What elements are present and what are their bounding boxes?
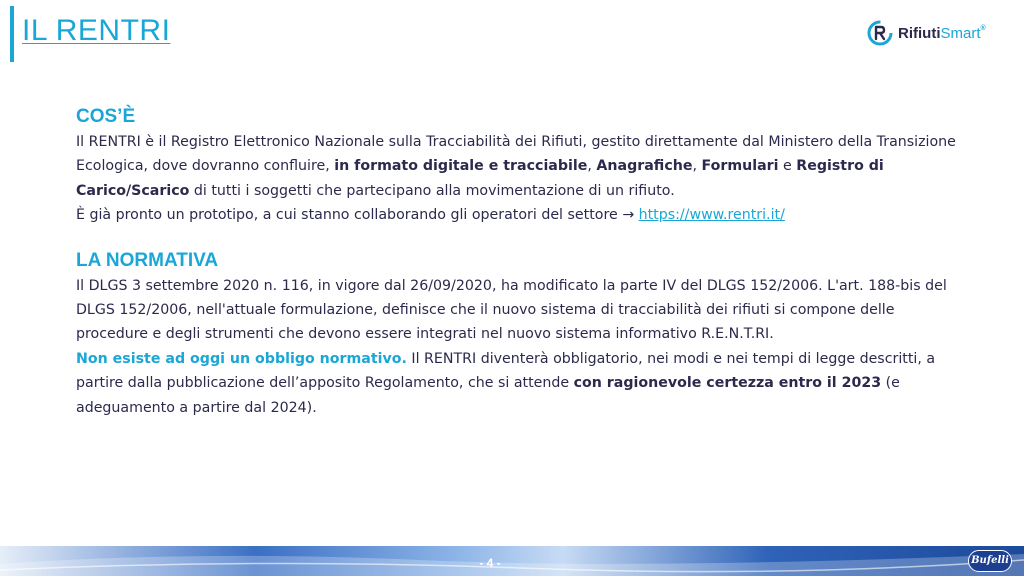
text-span: , — [587, 158, 597, 175]
section-spacer — [76, 228, 956, 248]
section-normativa-paragraph-2 — [76, 347, 956, 420]
section-normativa-paragraph-1: Il DLGS 3 settembre 2020 n. 116, in vigore dal 26/09/2020, ha modificato la parte IV del DLGS 152/2006. L'art. 188-bis del DLGS 152/2006, nell'attuale formulazione, definisce che il nuovo sistema di tracciabilità dei rifiuti si compone delle procedure e degli strumenti che devono essere integrati nel nuovo sistema informativo R.E.N.T.RI. — [76, 277, 947, 343]
text-span: È già pronto un prototipo, a cui stanno collaborando gli operatori del settore — [76, 207, 623, 224]
section-cose-paragraph — [76, 130, 956, 228]
text-span: Il RENTRI diventerà obbligatorio, nei modi e nei tempi di legge descritti, a partire dalla pubblicazione dell’apposito Regolamento, che si attende — [76, 350, 936, 392]
rentri-link[interactable]: https://www.rentri.it/ — [638, 207, 785, 224]
footer-band — [0, 546, 1024, 576]
accent-bold-text: Non esiste ad oggi un obbligo normativo. — [76, 350, 407, 367]
text-span: di tutti i soggetti che partecipano alla movimentazione di un rifiuto. — [189, 182, 675, 199]
section-heading-normativa: LA NORMATIVA — [76, 249, 219, 271]
rifiutismart-logo — [866, 18, 986, 48]
page-number: - 4 - — [479, 556, 501, 570]
footer-wave-graphic — [0, 546, 1024, 576]
logo-text — [898, 25, 986, 42]
text-span: (e adeguamento a partire dal 2024). — [76, 375, 900, 416]
bold-text: Anagrafiche — [596, 158, 693, 175]
text-span: e — [778, 158, 797, 175]
bufelli-brand-logo: Bufelli — [968, 550, 1012, 572]
arrow-right-icon: → — [622, 207, 635, 224]
logo-text-part1: Rifiuti — [898, 24, 941, 42]
bold-text: Formulari — [701, 158, 779, 175]
slide-title: IL RENTRI — [22, 14, 171, 47]
slide-content — [76, 104, 956, 420]
section-heading-cose: COS’È — [76, 106, 136, 127]
logo-text-part2: Smart — [940, 24, 981, 42]
bold-text: in formato digitale e tracciabile — [334, 158, 588, 175]
title-accent-bar — [10, 6, 14, 62]
logo-reg-mark: ® — [980, 24, 986, 32]
rifiutismart-logo-icon — [866, 19, 894, 47]
bold-text: con ragionevole certezza entro il 2023 — [573, 375, 882, 392]
bold-text: Registro di Carico/Scarico — [76, 158, 884, 199]
text-span: Il RENTRI è il Registro Elettronico Nazionale sulla Tracciabilità dei Rifiuti, gestito direttamente dal Ministero della Transizione Ecologica, dove dovranno confluire, — [76, 134, 956, 175]
text-span: , — [692, 158, 702, 175]
